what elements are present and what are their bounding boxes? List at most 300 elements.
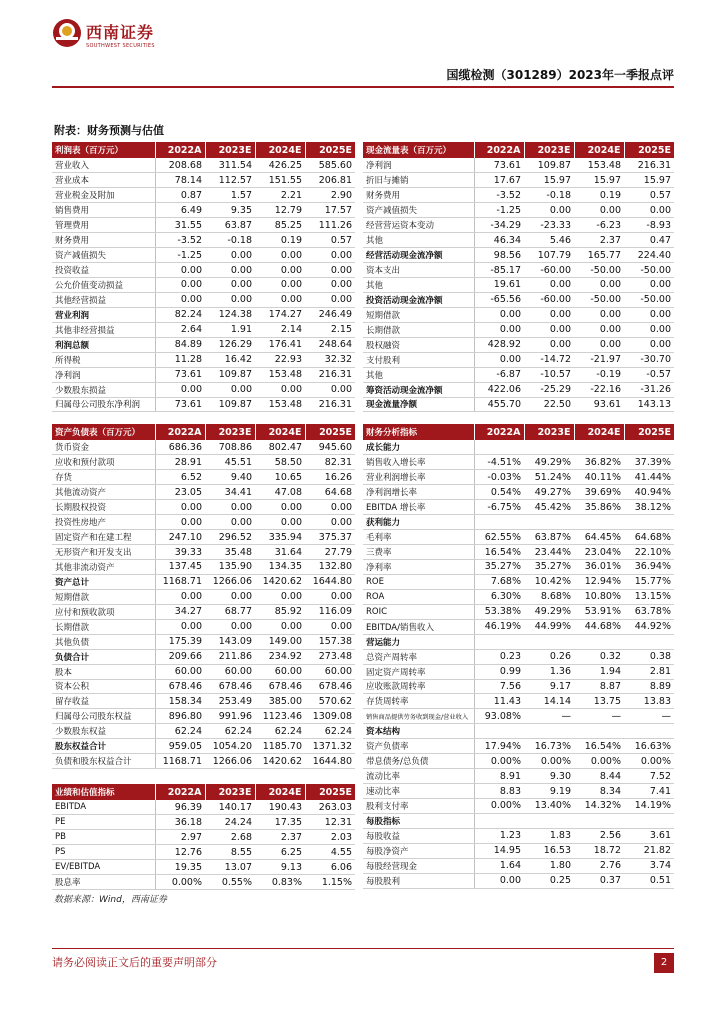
row-value: -10.57	[524, 367, 574, 382]
row-value: 0.00	[255, 382, 305, 397]
row-value: 6.25	[255, 845, 305, 860]
row-value: 0.00	[624, 203, 674, 218]
table-row	[363, 218, 674, 233]
row-value: 0.00	[205, 248, 255, 263]
row-label: PB	[52, 830, 155, 845]
row-value: 5.46	[524, 233, 574, 248]
row-value: 109.87	[205, 367, 255, 382]
table-row	[363, 440, 674, 455]
row-label: 每股净资产	[363, 843, 474, 858]
row-value: 0.54%	[474, 485, 524, 500]
row-label: 净利率	[363, 560, 474, 575]
row-value: -0.19	[574, 367, 624, 382]
row-value: 0.00	[205, 292, 255, 307]
row-label: 归属母公司股东权益	[52, 709, 155, 724]
row-value: -60.00	[524, 263, 574, 278]
row-label: 少数股东权益	[52, 724, 155, 739]
row-value: -6.75%	[474, 500, 524, 515]
row-value: 0.00	[305, 263, 355, 278]
row-label: 带息债务/总负债	[363, 754, 474, 769]
row-value: 1420.62	[255, 574, 305, 589]
row-value: 0.00	[255, 500, 305, 515]
row-value: 13.15%	[624, 589, 674, 604]
row-value: 9.19	[524, 784, 574, 799]
year-header: 2022A	[155, 424, 205, 440]
row-value: -1.25	[155, 248, 205, 263]
table-row	[52, 739, 355, 754]
row-value: 6.52	[155, 470, 205, 485]
table-row	[363, 754, 674, 769]
table-row	[363, 397, 674, 412]
row-value: 0.00%	[155, 875, 205, 890]
footer-divider	[52, 948, 674, 949]
row-value: 12.76	[155, 845, 205, 860]
row-value: 15.97	[524, 173, 574, 188]
table-row	[52, 604, 355, 619]
row-value: 0.00	[155, 619, 205, 634]
row-value: 157.38	[305, 634, 355, 649]
row-value: 60.00	[255, 664, 305, 679]
row-value: 60.00	[155, 664, 205, 679]
table-title: 资产负债表（百万元）	[52, 424, 155, 440]
row-label: 长期借款	[52, 619, 155, 634]
row-value: 335.94	[255, 530, 305, 545]
row-label: 营业利润	[52, 307, 155, 322]
row-label: 营业税金及附加	[52, 188, 155, 203]
row-value: 63.87%	[524, 530, 574, 545]
row-value: 18.72	[574, 843, 624, 858]
year-header: 2023E	[205, 424, 255, 440]
row-label: 存货周转率	[363, 694, 474, 709]
row-value: 0.00	[305, 292, 355, 307]
row-label: 经营活动现金流净额	[363, 248, 474, 263]
row-value: 708.86	[205, 440, 255, 455]
row-value: 62.24	[255, 724, 305, 739]
row-label: 折旧与摊销	[363, 173, 474, 188]
row-value: 35.27%	[524, 560, 574, 575]
row-value: 0.00	[205, 500, 255, 515]
row-value: 39.33	[155, 545, 205, 560]
table-row	[363, 709, 674, 724]
row-value: -0.18	[524, 188, 574, 203]
row-value: 109.87	[524, 158, 574, 173]
row-label: PE	[52, 815, 155, 830]
row-value: 426.25	[255, 158, 305, 173]
row-value: 1.15%	[305, 875, 355, 890]
row-value: 64.68%	[624, 530, 674, 545]
table-row	[363, 589, 674, 604]
table-row	[363, 530, 674, 545]
row-value: 0.00	[155, 382, 205, 397]
row-label: 财务费用	[52, 233, 155, 248]
row-value: 153.48	[574, 158, 624, 173]
row-value: 0.00	[305, 589, 355, 604]
row-label: 无形资产和开发支出	[52, 545, 155, 560]
row-label: 净利润	[52, 367, 155, 382]
table-row	[52, 800, 355, 815]
row-value: 24.24	[205, 815, 255, 830]
row-value: 111.26	[305, 218, 355, 233]
row-value: 0.32	[574, 649, 624, 664]
table-row	[363, 545, 674, 560]
table-row	[52, 158, 355, 173]
row-value: 45.51	[205, 455, 255, 470]
row-label: 资本结构	[363, 724, 474, 739]
row-value: 12.94%	[574, 574, 624, 589]
row-label: 其他非经营损益	[52, 322, 155, 337]
row-value: 41.44%	[624, 470, 674, 485]
row-value: 4.55	[305, 845, 355, 860]
brand-name-cn: 西南证券	[86, 23, 155, 42]
row-value: 53.38%	[474, 604, 524, 619]
row-value: 44.92%	[624, 619, 674, 634]
table-row	[363, 843, 674, 858]
row-label: 资产减值损失	[52, 248, 155, 263]
row-value: 85.92	[255, 604, 305, 619]
row-value: —	[624, 709, 674, 724]
table-row	[363, 873, 674, 888]
row-value: 17.57	[305, 203, 355, 218]
row-value: 0.00	[155, 278, 205, 293]
row-value: 16.63%	[624, 739, 674, 754]
row-value: 0.00	[474, 307, 524, 322]
table-row	[52, 292, 355, 307]
row-value: 132.80	[305, 560, 355, 575]
row-value: 9.30	[524, 769, 574, 784]
row-value: 263.03	[305, 800, 355, 815]
row-value: 63.87	[205, 218, 255, 233]
row-value: 6.49	[155, 203, 205, 218]
row-value: 134.35	[255, 560, 305, 575]
row-value	[574, 515, 624, 530]
row-value: 0.00	[205, 278, 255, 293]
row-value: 44.68%	[574, 619, 624, 634]
row-label: ROA	[363, 589, 474, 604]
row-value: 7.41	[624, 784, 674, 799]
row-value: 64.68	[305, 485, 355, 500]
year-header: 2023E	[524, 142, 574, 158]
table-row	[52, 875, 355, 890]
row-value: 11.28	[155, 352, 205, 367]
row-value	[524, 724, 574, 739]
row-label: 存货	[52, 470, 155, 485]
row-value: 0.00	[255, 278, 305, 293]
row-label: PS	[52, 845, 155, 860]
row-value: 0.00	[305, 382, 355, 397]
row-value: 0.00	[305, 515, 355, 530]
row-value: 62.24	[205, 724, 255, 739]
table-row	[52, 455, 355, 470]
table-row	[363, 233, 674, 248]
row-value: -0.57	[624, 367, 674, 382]
row-value: 153.48	[255, 397, 305, 412]
row-value: 0.19	[255, 233, 305, 248]
row-value: 0.26	[524, 649, 574, 664]
row-value: 112.57	[205, 173, 255, 188]
table-row	[52, 440, 355, 455]
row-label: 其他非流动资产	[52, 560, 155, 575]
table-row	[363, 560, 674, 575]
row-value: 0.57	[624, 188, 674, 203]
row-value: 19.61	[474, 278, 524, 293]
row-value: 0.00	[524, 322, 574, 337]
row-value: -22.16	[574, 382, 624, 397]
row-value: 0.00	[255, 619, 305, 634]
year-header: 2024E	[574, 142, 624, 158]
row-value: 1054.20	[205, 739, 255, 754]
row-value: 8.68%	[524, 589, 574, 604]
row-value: 0.00	[155, 515, 205, 530]
row-value: 0.00	[474, 322, 524, 337]
row-label: 每股经营现金	[363, 858, 474, 873]
year-header: 2022A	[474, 142, 524, 158]
row-label: 少数股东损益	[52, 382, 155, 397]
row-value: 73.61	[155, 397, 205, 412]
row-value: 2.03	[305, 830, 355, 845]
table-row	[363, 619, 674, 634]
row-value: 1266.06	[205, 754, 255, 769]
row-value: 1.57	[205, 188, 255, 203]
table-row	[52, 278, 355, 293]
row-label: 营运能力	[363, 634, 474, 649]
row-label: 每股收益	[363, 828, 474, 843]
row-value: 2.97	[155, 830, 205, 845]
table-row	[52, 634, 355, 649]
row-label: 资产减值损失	[363, 203, 474, 218]
row-label: 经营营运资本变动	[363, 218, 474, 233]
row-value	[574, 440, 624, 455]
row-value: 68.77	[205, 604, 255, 619]
row-value: -60.00	[524, 292, 574, 307]
valuation-table	[52, 784, 355, 890]
row-value: 896.80	[155, 709, 205, 724]
row-label: 应收账款周转率	[363, 679, 474, 694]
row-label: EBITDA/销售收入	[363, 619, 474, 634]
row-value: 0.87	[155, 188, 205, 203]
row-value: 8.91	[474, 769, 524, 784]
table-row	[52, 485, 355, 500]
row-label: ROE	[363, 574, 474, 589]
row-value: 98.56	[474, 248, 524, 263]
row-value: 1420.62	[255, 754, 305, 769]
row-value: 0.00	[305, 619, 355, 634]
row-value: 2.14	[255, 322, 305, 337]
row-value: 53.91%	[574, 604, 624, 619]
row-value: 216.31	[624, 158, 674, 173]
row-value: 16.54%	[474, 545, 524, 560]
row-value: 35.48	[205, 545, 255, 560]
row-value: 84.89	[155, 337, 205, 352]
row-value: 6.06	[305, 860, 355, 875]
table-row	[52, 382, 355, 397]
row-value: 93.08%	[474, 709, 524, 724]
row-value: 1.23	[474, 828, 524, 843]
row-label: 所得税	[52, 352, 155, 367]
row-value: 8.55	[205, 845, 255, 860]
row-value: 109.87	[205, 397, 255, 412]
row-value: 22.93	[255, 352, 305, 367]
table-row	[363, 367, 674, 382]
section-title: 附表：财务预测与估值	[54, 124, 164, 137]
row-value: 246.49	[305, 307, 355, 322]
row-value: -4.51%	[474, 455, 524, 470]
row-value: 0.00	[255, 589, 305, 604]
year-header: 2022A	[155, 784, 205, 800]
row-value: 135.90	[205, 560, 255, 575]
row-value	[524, 515, 574, 530]
row-value: 13.75	[574, 694, 624, 709]
row-label: EBITDA	[52, 800, 155, 815]
row-value: 137.45	[155, 560, 205, 575]
row-value: 36.18	[155, 815, 205, 830]
table-row	[52, 337, 355, 352]
data-source-note: 数据来源：Wind，西南证券	[54, 895, 167, 905]
row-value: 9.13	[255, 860, 305, 875]
table-row	[363, 337, 674, 352]
table-row	[52, 754, 355, 769]
year-header: 2024E	[255, 142, 305, 158]
row-value: 2.37	[255, 830, 305, 845]
year-header: 2025E	[305, 784, 355, 800]
row-value: 0.00	[205, 589, 255, 604]
row-label: 资本公积	[52, 679, 155, 694]
row-value: 455.70	[474, 397, 524, 412]
table-row	[363, 248, 674, 263]
row-label: 每股股利	[363, 873, 474, 888]
row-label: 股本	[52, 664, 155, 679]
year-header: 2022A	[474, 424, 524, 440]
table-row	[363, 649, 674, 664]
row-value: 0.00	[255, 248, 305, 263]
row-value: 0.00	[205, 619, 255, 634]
table-row	[52, 248, 355, 263]
table-row	[52, 203, 355, 218]
row-value: —	[524, 709, 574, 724]
row-value: 175.39	[155, 634, 205, 649]
row-value: 0.00	[155, 589, 205, 604]
row-value: 1644.80	[305, 574, 355, 589]
row-value: 678.46	[255, 679, 305, 694]
year-header: 2022A	[155, 142, 205, 158]
row-value: 216.31	[305, 397, 355, 412]
row-value: 0.99	[474, 664, 524, 679]
table-row	[52, 515, 355, 530]
row-value: 46.34	[474, 233, 524, 248]
row-value: 151.55	[255, 173, 305, 188]
row-label: 其他	[363, 367, 474, 382]
row-label: 营业利润增长率	[363, 470, 474, 485]
row-value: 991.96	[205, 709, 255, 724]
row-value: 0.55%	[205, 875, 255, 890]
row-value: 1.94	[574, 664, 624, 679]
year-header: 2024E	[574, 424, 624, 440]
row-value: 686.36	[155, 440, 205, 455]
row-value: 60.00	[205, 664, 255, 679]
row-value: 2.64	[155, 322, 205, 337]
row-value: 422.06	[474, 382, 524, 397]
row-value: 296.52	[205, 530, 255, 545]
table-row	[363, 828, 674, 843]
table-row	[363, 470, 674, 485]
table-row	[52, 263, 355, 278]
row-value: -1.25	[474, 203, 524, 218]
row-value: 21.82	[624, 843, 674, 858]
row-label: 现金流量净额	[363, 397, 474, 412]
row-value: 32.32	[305, 352, 355, 367]
row-value: 19.35	[155, 860, 205, 875]
row-value: -6.87	[474, 367, 524, 382]
row-label: 支付股利	[363, 352, 474, 367]
row-value: -3.52	[474, 188, 524, 203]
row-value	[624, 634, 674, 649]
table-title: 财务分析指标	[363, 424, 474, 440]
table-header-row	[363, 424, 674, 440]
table-row	[52, 218, 355, 233]
row-value: 2.81	[624, 664, 674, 679]
row-value: 10.80%	[574, 589, 624, 604]
row-label: ROIC	[363, 604, 474, 619]
row-label: 投资性房地产	[52, 515, 155, 530]
table-row	[363, 858, 674, 873]
row-value	[624, 724, 674, 739]
row-value: 678.46	[155, 679, 205, 694]
row-value: 40.11%	[574, 470, 624, 485]
table-row	[52, 694, 355, 709]
row-value: 9.35	[205, 203, 255, 218]
row-value: 149.00	[255, 634, 305, 649]
row-value	[474, 440, 524, 455]
row-value: 28.91	[155, 455, 205, 470]
row-value: 153.48	[255, 367, 305, 382]
row-value: 0.00%	[574, 754, 624, 769]
row-label: 应付和预收款项	[52, 604, 155, 619]
row-label: 其他负债	[52, 634, 155, 649]
report-title: 国缆检测（301289）2023年一季报点评	[446, 68, 674, 82]
table-row	[363, 799, 674, 814]
row-label: 投资活动现金流净额	[363, 292, 474, 307]
table-row	[52, 173, 355, 188]
row-value: -65.56	[474, 292, 524, 307]
row-value: 1.36	[524, 664, 574, 679]
table-row	[52, 574, 355, 589]
row-value: 176.41	[255, 337, 305, 352]
row-value: 2.37	[574, 233, 624, 248]
row-value: 17.67	[474, 173, 524, 188]
table-row	[363, 455, 674, 470]
row-label: 三费率	[363, 545, 474, 560]
row-value: 46.19%	[474, 619, 524, 634]
row-value: 8.44	[574, 769, 624, 784]
table-row	[363, 158, 674, 173]
row-value: 2.21	[255, 188, 305, 203]
row-label: 净利润增长率	[363, 485, 474, 500]
year-header: 2023E	[524, 424, 574, 440]
row-label: 负债和股东权益合计	[52, 754, 155, 769]
row-value	[624, 515, 674, 530]
table-row	[52, 815, 355, 830]
row-value: 96.39	[155, 800, 205, 815]
row-value: -50.00	[624, 263, 674, 278]
row-label: 股息率	[52, 875, 155, 890]
row-value: 3.61	[624, 828, 674, 843]
row-label: 短期借款	[363, 307, 474, 322]
row-label: 货币资金	[52, 440, 155, 455]
row-value: 8.83	[474, 784, 524, 799]
row-value: 0.00	[155, 263, 205, 278]
row-value: 63.78%	[624, 604, 674, 619]
table-header-row	[363, 142, 674, 158]
row-value: 945.60	[305, 440, 355, 455]
